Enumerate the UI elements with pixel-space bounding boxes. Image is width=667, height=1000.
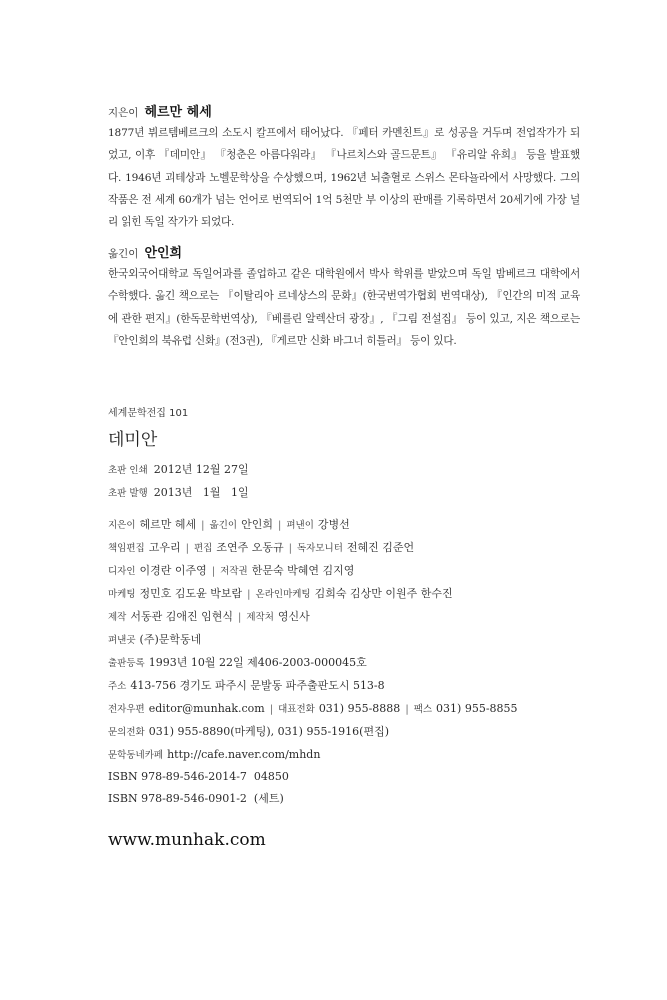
edition-row	[108, 459, 580, 482]
website-link[interactable]: www.munhak.com	[108, 830, 266, 850]
separator: |	[211, 566, 216, 577]
translator-name: 안인희	[144, 246, 183, 261]
credit-value: 영신사	[277, 610, 310, 623]
email-label: 전자우편	[108, 704, 145, 715]
separator: |	[185, 543, 189, 554]
isbn-line: ISBN 978-89-546-2014-7 04850	[108, 770, 289, 783]
edition-label: 초판 인쇄	[108, 465, 148, 476]
credit-label: 저작권	[220, 566, 248, 577]
separator: |	[288, 543, 292, 554]
book-title: 데미안	[108, 430, 158, 450]
credit-value: 김희숙 김상만 이원주 한수진	[314, 587, 453, 600]
credit-label: 제작처	[246, 612, 274, 623]
credit-value: 고우리	[148, 541, 181, 554]
credits-row	[108, 537, 580, 560]
author-name: 헤르만 헤세	[144, 105, 212, 120]
separator: |	[247, 589, 251, 600]
author-label: 지은이	[108, 107, 139, 119]
credit-value: 전혜진 김준언	[346, 541, 415, 554]
credit-value: 강병선	[317, 518, 350, 531]
credits-row	[108, 583, 580, 606]
credit-label: 온라인마케팅	[255, 589, 311, 600]
credit-value: 정민호 김도윤 박보람	[139, 587, 243, 600]
website-block	[108, 830, 580, 850]
isbn-line: ISBN 978-89-546-0901-2 (세트)	[108, 792, 284, 805]
translator-bio: 한국외국어대학교 독일어과를 졸업하고 같은 대학원에서 박사 학위를 받았으며 독일 밤베르크 대학에서 수학했다. 옮긴 책으로는 『이탈리아 르네상스의 문화』(한국번역가협회 번역대상), 『인간의 미적 교육에 관한 편지』(한독문학번역상), 『베를린 알렉산더 광장』, 『그림 전설집』 등이 있고, 지은 책으로는 『안인희의 북유럽 신화』(전3권), 『게르만 신화 바그너 히틀러』 등이 있다.	[108, 268, 580, 347]
credit-value: 헤르만 헤세	[139, 518, 197, 531]
fax-label: 팩스	[413, 704, 433, 715]
cafe-link[interactable]: http://cafe.naver.com/mhdn	[167, 748, 321, 761]
publisher-label: 펴낸곳	[108, 635, 136, 646]
tel-value: 031) 955-8888	[318, 702, 401, 715]
credit-value: 조연주 오동규	[216, 541, 284, 554]
inquiry-value: 031) 955-8890(마케팅), 031) 955-1916(편집)	[148, 725, 389, 738]
translator-heading	[108, 242, 580, 261]
credit-value: 이경란 이주영	[139, 564, 207, 577]
tel-label: 대표전화	[278, 704, 315, 715]
edition-label: 초판 발행	[108, 488, 148, 499]
registration-value: 1993년 10월 22일 제406-2003-000045호	[148, 656, 367, 669]
publisher-row	[108, 744, 580, 767]
credits-row	[108, 514, 580, 537]
publisher-row	[108, 721, 580, 744]
publisher-row	[108, 652, 580, 675]
publisher-name: (주)문학동네	[139, 633, 202, 646]
address-value: 413-756 경기도 파주시 문발동 파주출판도시 513-8	[130, 679, 385, 692]
credits	[108, 514, 580, 629]
cafe-label: 문학동네카페	[108, 750, 164, 761]
credit-label: 펴낸이	[286, 520, 314, 531]
credit-label: 마케팅	[108, 589, 136, 600]
credits-row	[108, 560, 580, 583]
registration-label: 출판등록	[108, 658, 145, 669]
book-heading	[108, 404, 580, 450]
credit-label: 책임편집	[108, 543, 145, 554]
address-label: 주소	[108, 681, 127, 692]
edition-value: 2013년 1월 1일	[153, 486, 249, 499]
separator: |	[201, 520, 205, 531]
credit-label: 옮긴이	[209, 520, 238, 531]
publisher-row	[108, 629, 580, 652]
publisher-info	[108, 629, 580, 767]
edition-row	[108, 482, 580, 505]
translator-label: 옮긴이	[108, 248, 139, 260]
isbn-info	[108, 766, 580, 810]
credit-label: 지은이	[108, 520, 136, 531]
credit-value: 한문숙 박혜연 김지영	[251, 564, 355, 577]
series-name: 세계문학전집 101	[108, 408, 189, 419]
edition-info	[108, 459, 580, 505]
email-value: editor@munhak.com	[148, 702, 265, 715]
separator: |	[277, 520, 282, 531]
author-heading	[108, 101, 580, 120]
separator: |	[405, 704, 409, 715]
inquiry-label: 문의전화	[108, 727, 145, 738]
publisher-row	[108, 698, 580, 721]
separator: |	[269, 704, 274, 715]
credit-value: 안인희	[241, 518, 273, 531]
translator-section	[108, 242, 580, 352]
credit-label: 편집	[193, 543, 213, 554]
credit-label: 독자모니터	[296, 543, 343, 554]
credit-value: 서동관 김애진 임현식	[130, 610, 233, 623]
author-section	[108, 101, 580, 233]
credit-label: 디자인	[108, 566, 136, 577]
author-bio: 1877년 뷔르템베르크의 소도시 칼프에서 태어났다. 『페터 카멘친트』로 성공을 거두며 전업작가가 되었고, 이후 『데미안』 『청춘은 아름다워라』 『나르치스와 골드문트』 『유리알 유희』 등을 발표했다. 1946년 괴테상과 노벨문학상을 수상했으며, 1962년 뇌출혈로 스위스 몬타뇰라에서 사망했다. 그의 작품은 전 세계 60개가 넘는 언어로 번역되어 1억 5천만 부 이상의 판매를 기록하면서 20세기에 가장 널리 읽힌 독일 작가가 되었다.	[108, 127, 580, 229]
separator: |	[238, 612, 242, 623]
credits-row	[108, 606, 580, 629]
publisher-row	[108, 675, 580, 698]
fax-value: 031) 955-8855	[436, 702, 518, 715]
edition-value: 2012년 12월 27일	[153, 463, 249, 476]
credit-label: 제작	[108, 612, 127, 623]
